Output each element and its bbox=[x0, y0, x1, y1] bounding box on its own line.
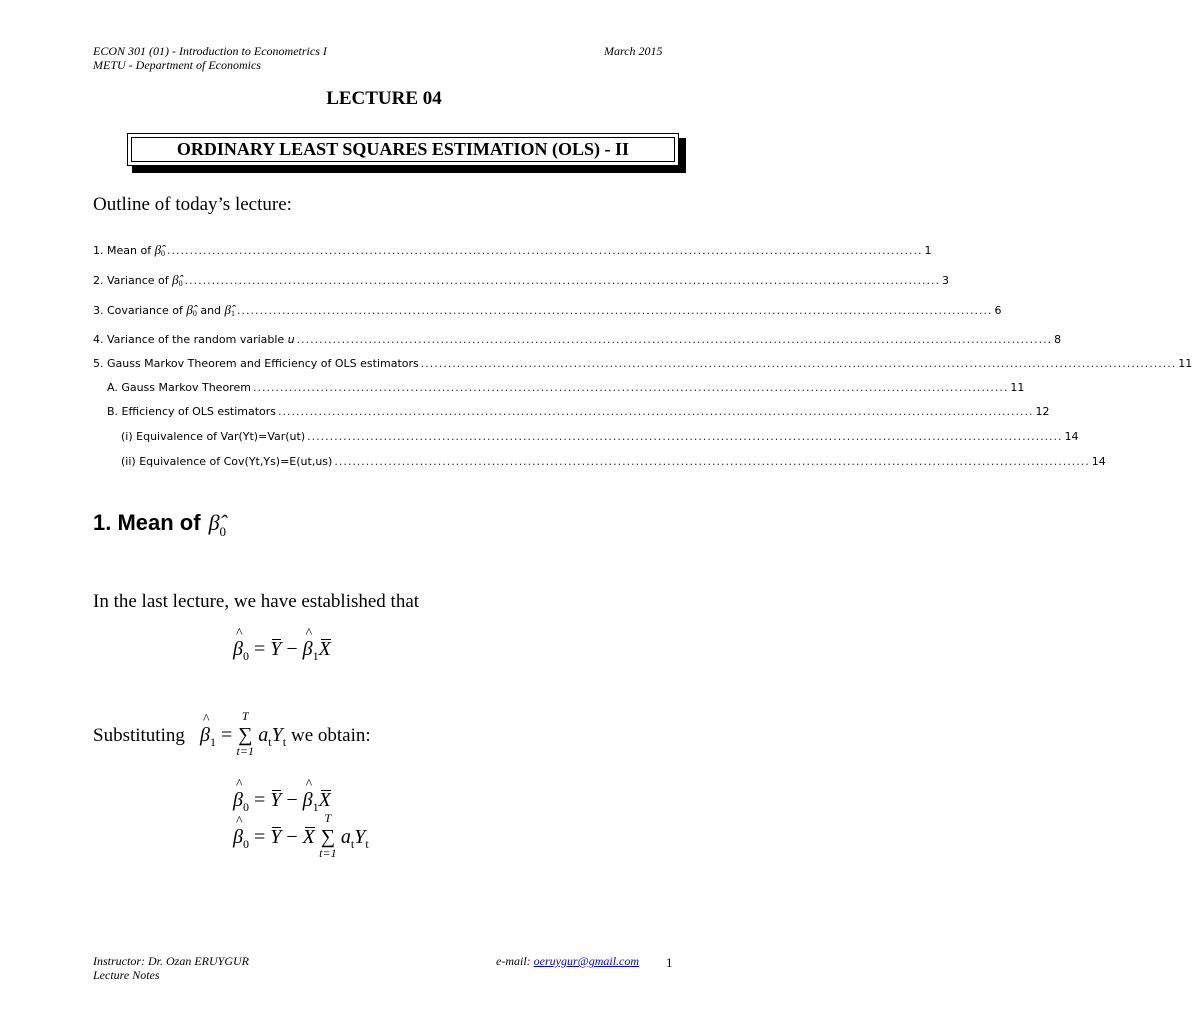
toc-page-number: 6 bbox=[994, 304, 1002, 317]
toc-label: (i) Equivalence of Var(Yt)=Var(ut) bbox=[121, 430, 306, 443]
toc-leader-dots: ........................................................................................................................................................................ bbox=[307, 430, 1063, 443]
beta-hat-symbol: $\betâ_1$ bbox=[224, 302, 236, 318]
beta-hat-symbol: $\betâ_0$ bbox=[172, 272, 183, 288]
table-of-contents bbox=[93, 242, 1192, 472]
toc-entry-mean[interactable] bbox=[93, 242, 932, 258]
toc-page-number: 11 bbox=[1178, 357, 1192, 370]
toc-entry-equivalence-cov[interactable] bbox=[121, 454, 1106, 470]
toc-label: 1. Mean of $\betâ_0$ bbox=[93, 242, 166, 258]
toc-leader-dots: ........................................................................................................................................................................ bbox=[296, 333, 1053, 346]
title-box bbox=[127, 133, 682, 169]
toc-page-number: 11 bbox=[1010, 381, 1025, 394]
course-header: ECON 301 (01) - Introduction to Econometrics I bbox=[93, 44, 327, 58]
toc-leader-dots: ........................................................................................................................................................................ bbox=[237, 304, 993, 317]
department-header: METU - Department of Economics bbox=[93, 58, 261, 72]
title-frame bbox=[127, 133, 679, 166]
section-heading: 1. Mean of $\betâ_0$ bbox=[93, 510, 227, 539]
toc-leader-dots: ........................................................................................................................................................................ bbox=[420, 357, 1177, 370]
toc-label: B. Efficiency of OLS estimators bbox=[107, 405, 277, 418]
toc-label: 2. Variance of $\betâ_0$ bbox=[93, 272, 183, 288]
toc-leader-dots: ........................................................................................................................................................................ bbox=[184, 274, 941, 287]
toc-label: 4. Variance of the random variable u bbox=[93, 333, 295, 346]
equation-beta1-sum: ^ $\beta_1$ = T ∑ t=1 $a_tY_t$ bbox=[200, 724, 286, 750]
beta-hat-symbol: $\betâ_0$ bbox=[154, 242, 166, 258]
equation-beta0-repeat: ^ $\beta_0 = Y$ − ^ $\beta_1X$ bbox=[233, 789, 331, 815]
footer-instructor: Instructor: Dr. Ozan ERUYGUR bbox=[93, 954, 249, 968]
toc-leader-dots: ........................................................................................................................................................................ bbox=[334, 455, 1090, 468]
intro-text: In the last lecture, we have established that bbox=[93, 591, 420, 612]
toc-page-number: 8 bbox=[1054, 333, 1062, 346]
we-obtain-text: we obtain: bbox=[291, 725, 371, 746]
toc-entry-efficiency[interactable] bbox=[107, 404, 1050, 420]
toc-entry-equivalence-var[interactable] bbox=[121, 429, 1079, 445]
toc-entry-variance[interactable] bbox=[93, 272, 950, 288]
footer-notes: Lecture Notes bbox=[93, 968, 160, 982]
footer-email: e-mail: oeruygur@gmail.com bbox=[496, 954, 640, 968]
equation-beta0-expanded: ^ $\beta_0 = Y - X$ T ∑ t=1 $a_tY_t$ bbox=[233, 826, 369, 852]
toc-entry-gauss-markov-theorem[interactable] bbox=[107, 380, 1025, 396]
toc-label: (ii) Equivalence of Cov(Yt,Ys)=E(ut,us) bbox=[121, 455, 333, 468]
lecture-title: ORDINARY LEAST SQUARES ESTIMATION (OLS) - II bbox=[131, 137, 675, 162]
beta-hat-symbol: $\betâ_0$ bbox=[186, 302, 197, 318]
toc-page-number: 14 bbox=[1064, 430, 1079, 443]
toc-entry-covariance[interactable] bbox=[93, 302, 1002, 318]
email-link[interactable]: oeruygur@gmail.com bbox=[533, 954, 640, 968]
outline-heading: Outline of today’s lecture: bbox=[93, 194, 292, 215]
toc-entry-variance-u[interactable] bbox=[93, 332, 1062, 348]
substituting-text: Substituting bbox=[93, 725, 185, 746]
equation-beta0: ^ $\beta_0 = Y$ − ^ $\beta_1X$ bbox=[233, 638, 331, 664]
toc-label: 3. Covariance of $\betâ_0$ and $\betâ_1$ bbox=[93, 302, 236, 318]
toc-entry-gauss-markov[interactable] bbox=[93, 356, 1192, 372]
toc-leader-dots: ........................................................................................................................................................................ bbox=[252, 381, 1009, 394]
toc-label: 5. Gauss Markov Theorem and Efficiency of OLS estimators bbox=[93, 357, 419, 370]
toc-page-number: 14 bbox=[1091, 455, 1106, 468]
toc-page-number: 3 bbox=[942, 274, 950, 287]
page-number: 1 bbox=[666, 955, 673, 970]
lecture-number: LECTURE 04 bbox=[326, 88, 442, 109]
beta-hat-symbol: $\betâ_0$ bbox=[208, 510, 227, 539]
toc-label: A. Gauss Markov Theorem bbox=[107, 381, 251, 394]
date-header: March 2015 bbox=[604, 44, 663, 58]
toc-leader-dots: ........................................................................................................................................................................ bbox=[278, 405, 1034, 418]
toc-page-number: 12 bbox=[1035, 405, 1050, 418]
toc-leader-dots: ........................................................................................................................................................................ bbox=[167, 244, 923, 257]
toc-page-number: 1 bbox=[924, 244, 932, 257]
